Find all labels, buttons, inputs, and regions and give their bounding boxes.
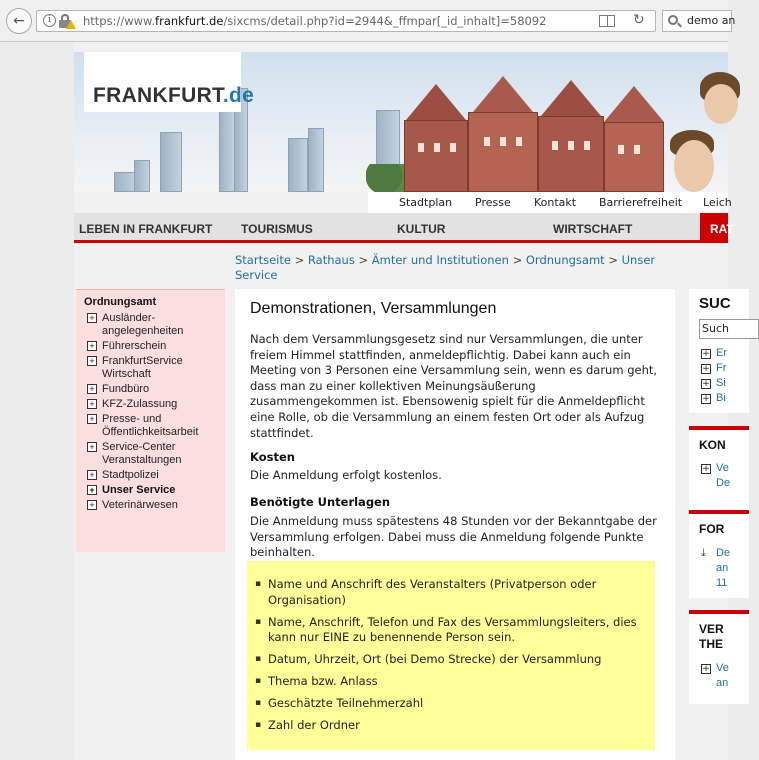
forms-heading: FOR	[699, 522, 725, 536]
expand-plus-icon[interactable]: +	[87, 384, 97, 394]
skyline-building	[134, 160, 150, 192]
main-navigation	[74, 213, 734, 243]
util-link-stadtplan[interactable]: Stadtplan	[399, 196, 453, 209]
header-banner	[74, 52, 728, 192]
search-link[interactable]: Si	[716, 377, 726, 389]
expand-plus-icon[interactable]: +	[87, 414, 97, 424]
browser-search-field[interactable]	[662, 10, 736, 32]
util-link-barrierefreiheit[interactable]: Barrierefreiheit	[599, 196, 683, 209]
sidebar-item-veterinaerwesen[interactable]: + Veterinärwesen	[86, 499, 222, 512]
reload-icon[interactable]: ↻	[633, 12, 645, 28]
breadcrumb: Startseite > Rathaus > Ämter und Institutionen > Ordnungsamt > Unser Service	[235, 253, 656, 282]
list-item: ▪ Zahl der Ordner	[255, 718, 647, 734]
download-icon[interactable]: ⤓	[701, 546, 706, 559]
breadcrumb-aemter[interactable]: Ämter und Institutionen	[371, 253, 509, 267]
sidebar-item-fundbuero[interactable]: + Fundbüro	[86, 383, 222, 396]
right-column	[689, 289, 731, 760]
search-link[interactable]: Bi	[716, 392, 726, 404]
plus-icon[interactable]: +	[702, 394, 710, 404]
search-link[interactable]: Er	[716, 347, 727, 359]
sidebar-item-fuehrerschein[interactable]: + Führerschein	[86, 340, 222, 353]
nav-leben-in-frankfurt[interactable]: LEBEN IN FRANKFURT	[79, 222, 213, 236]
sidebar-item-unser-service[interactable]: + Unser Service	[86, 484, 222, 497]
expand-plus-icon[interactable]: +	[87, 442, 97, 452]
nav-tourismus[interactable]: TOURISMUS	[241, 222, 313, 236]
info-icon[interactable]: i	[43, 14, 56, 27]
breadcrumb-ordnungsamt[interactable]: Ordnungsamt	[525, 253, 605, 267]
related-link[interactable]: Ve	[716, 662, 729, 674]
expand-plus-icon[interactable]: +	[87, 399, 97, 409]
expand-plus-icon[interactable]: +	[87, 485, 97, 495]
page-title: Demonstrationen, Versammlungen	[250, 300, 497, 317]
sidebar-item-kfz[interactable]: + KFZ-Zulassung	[86, 398, 222, 411]
expand-plus-icon[interactable]: +	[87, 500, 97, 510]
plus-icon[interactable]: +	[702, 364, 710, 374]
form-link[interactable]: 11	[716, 577, 728, 589]
sidebar-title[interactable]: Ordnungsamt	[84, 296, 157, 308]
reader-view-icon[interactable]	[599, 15, 615, 27]
plus-icon[interactable]: +	[702, 664, 710, 674]
children-photo	[670, 72, 730, 192]
sidebar	[76, 289, 225, 552]
contact-heading: KON	[699, 438, 726, 452]
expand-plus-icon[interactable]: +	[87, 341, 97, 351]
skyline-building	[288, 138, 308, 192]
related-heading-2: THE	[699, 637, 723, 651]
sidebar-list	[86, 312, 222, 514]
main-content	[235, 289, 675, 760]
related-link[interactable]: an	[716, 677, 729, 689]
address-bar[interactable]	[36, 10, 656, 32]
util-link-leichte-sprache[interactable]: Leich	[703, 196, 732, 209]
site-logo[interactable]: FRANKFURT.de	[84, 52, 241, 112]
sidebar-item-frankfurtservice[interactable]: + FrankfurtService Wirtschaft	[86, 355, 222, 381]
docs-heading: Benötigte Unterlagen	[250, 495, 391, 509]
list-item: ▪ Name und Anschrift des Veranstalters (Privatperson oder Organisation)	[255, 577, 647, 608]
skyline-building	[219, 100, 235, 192]
util-link-kontakt[interactable]: Kontakt	[534, 196, 577, 209]
roemer-building-image	[404, 76, 664, 192]
skyline-building	[160, 132, 182, 192]
breadcrumb-rathaus[interactable]: Rathaus	[307, 253, 355, 267]
form-link[interactable]: an	[716, 562, 729, 574]
related-heading: VER	[699, 622, 724, 636]
forms-box	[689, 514, 749, 598]
plus-icon[interactable]: +	[702, 464, 710, 474]
skyline-building	[308, 128, 324, 192]
contact-link[interactable]: De	[716, 477, 731, 489]
plus-icon[interactable]: +	[702, 349, 710, 359]
list-item: ▪ Name, Anschrift, Telefon und Fax des Versammlungsleiters, dies kann nur EINE zu benennende Person sein.	[255, 615, 647, 646]
docs-text: Die Anmeldung muss spätestens 48 Stunden vor der Bekanntgabe der Versammlung erfolgen. Dabei muss die Anmeldung folgende Punkte beinhalten.	[250, 514, 657, 560]
back-button[interactable]	[6, 8, 32, 34]
back-arrow-icon: ←	[13, 13, 25, 29]
nav-rathaus-active[interactable]: RAT	[700, 213, 728, 240]
related-box	[689, 614, 749, 704]
required-documents-box	[247, 561, 655, 750]
intro-paragraph: Nach dem Versammlungsgesetz sind nur Versammlungen, die unter freiem Himmel stattfinden, anmeldepflichtig. Dabei kann auch ein Meeting von 3 Personen eine Versammlung sein, wenn es darum geht, dass man zu einer kollektiven Meinungsäußerung zusammengekommen ist. Ebensowenig spielt für die Anmeldepflicht eine Rolle, ob die Versammlung an einem festen Ort oder als Aufzug stattfindet.	[250, 332, 658, 440]
required-documents-list	[255, 577, 647, 740]
insecure-lock-icon[interactable]	[59, 14, 71, 28]
expand-plus-icon[interactable]: +	[87, 356, 97, 366]
form-link[interactable]: De	[716, 547, 731, 559]
browser-toolbar	[0, 0, 736, 42]
costs-text: Die Anmeldung erfolgt kostenlos.	[250, 468, 442, 482]
expand-plus-icon[interactable]: +	[87, 313, 97, 323]
search-link[interactable]: Fr	[716, 362, 727, 374]
search-icon	[668, 15, 678, 25]
sidebar-item-service-center[interactable]: + Service-Center Veranstaltungen	[86, 441, 222, 467]
costs-heading: Kosten	[250, 450, 295, 464]
search-box	[689, 289, 749, 413]
site-search-input[interactable]: Such	[699, 319, 759, 339]
util-link-presse[interactable]: Presse	[475, 196, 511, 209]
breadcrumb-startseite[interactable]: Startseite	[235, 253, 291, 267]
list-item: ▪ Datum, Uhrzeit, Ort (bei Demo Strecke) der Versammlung	[255, 652, 647, 668]
plus-icon[interactable]: +	[702, 379, 710, 389]
sidebar-item-presse[interactable]: + Presse- und Öffentlichkeitsarbeit	[86, 413, 222, 439]
url-text[interactable]: https://www.frankfurt.de/sixcms/detail.php?id=2944&_ffmpar[_id_inhalt]=58092	[83, 14, 547, 28]
nav-wirtschaft[interactable]: WIRTSCHAFT	[553, 222, 633, 236]
expand-plus-icon[interactable]: +	[87, 470, 97, 480]
search-query[interactable]: demo an	[687, 14, 736, 27]
sidebar-item-auslaender[interactable]: + Ausländer-angelegenheiten	[86, 312, 222, 338]
utility-links	[368, 192, 732, 213]
nav-kultur[interactable]: KULTUR	[397, 222, 446, 236]
search-heading: SUC	[699, 295, 731, 312]
list-item: ▪ Thema bzw. Anlass	[255, 674, 647, 690]
sidebar-item-stadtpolizei[interactable]: + Stadtpolizei	[86, 469, 222, 482]
list-item: ▪ Geschätzte Teilnehmerzahl	[255, 696, 647, 712]
contact-link[interactable]: Ve	[716, 462, 729, 474]
breadcrumb-unser-service[interactable]: Unser Service	[235, 253, 656, 282]
